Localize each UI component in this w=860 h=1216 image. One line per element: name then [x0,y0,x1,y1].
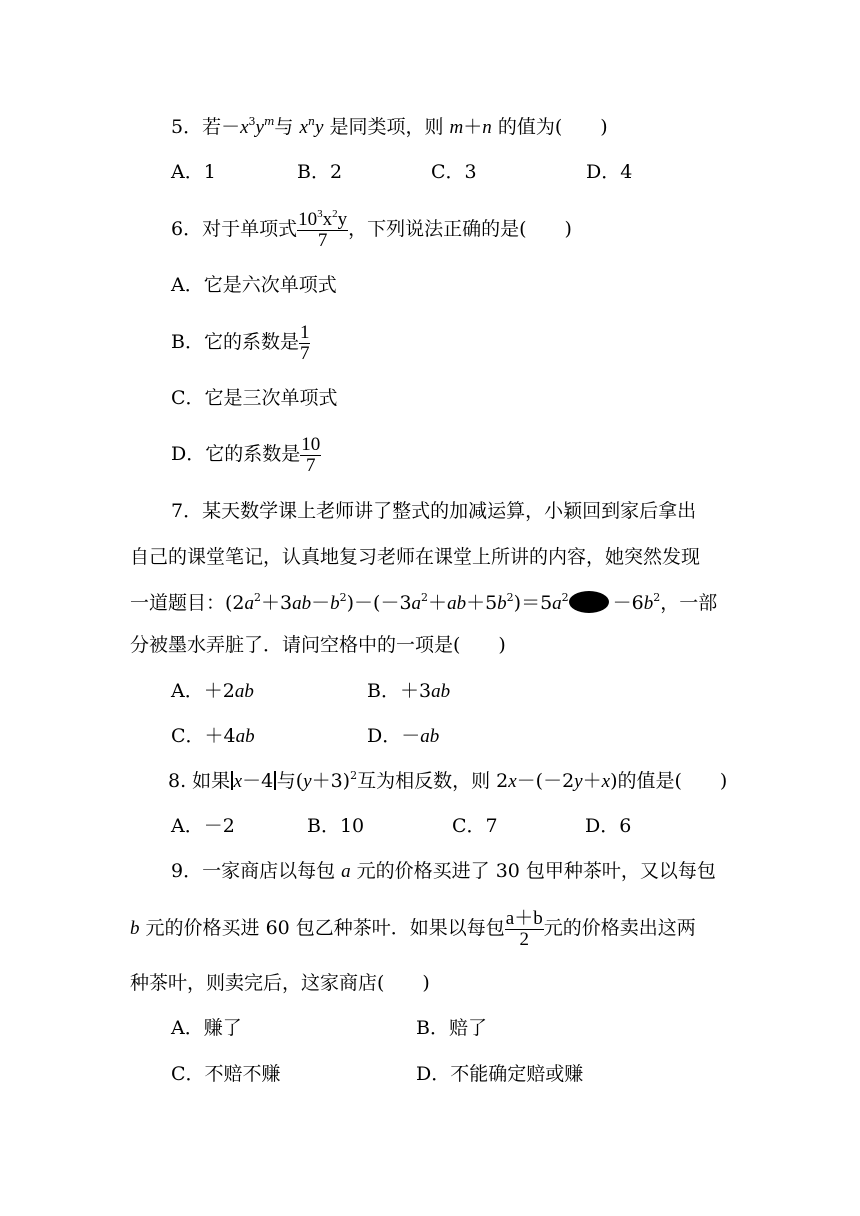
q6-option-b-text: B．它的系数是 [171,331,299,353]
q8-option-a: A．－2 [171,815,235,837]
q5-option-a: A．1 [171,161,216,183]
q6-number: 6． [171,218,203,240]
q7-line-3 [130,591,717,616]
q8-text: ＋ [582,770,602,792]
q8-text: 互为相反数，则 2 [357,770,509,792]
exponent: n [307,115,315,128]
var-x: x [508,771,517,792]
monomial-fraction [297,207,348,251]
q9-option-a: A．赚了 [171,1017,242,1039]
q6-text: ，下列说法正确的是( ) [348,218,572,240]
var-b: b [497,593,507,614]
var-y: y [574,771,583,792]
q7-option-c [171,724,255,749]
q9-text: 元的价格卖出这两 [543,917,696,939]
exponent: 2 [254,591,262,604]
fraction-denominator: 7 [299,342,310,364]
var-ab: ab [420,726,440,747]
var-x: x [240,117,249,138]
exponent: 2 [350,769,358,782]
q7-text: 一道题目：(2 [130,592,245,614]
var-ab: ab [292,593,312,614]
fraction-denominator: 2 [519,928,530,950]
option-text: D．－ [367,725,421,747]
q6-option-d [171,432,321,476]
q9-line-2 [130,903,696,954]
q5-text: ＋ [463,116,483,138]
var-y: y [315,117,324,138]
coefficient: 10 [298,208,318,230]
var-ab: ab [234,681,254,702]
var-n: n [482,117,492,138]
option-text: B．＋3 [367,680,432,702]
q5-option-b: B．2 [297,161,343,183]
coefficient-fraction [299,323,311,364]
q7-text: ＋ [428,592,448,614]
var-ab: ab [431,681,451,702]
exponent: 2 [421,591,429,604]
var-x: x [233,771,243,792]
var-a: a [341,861,351,882]
q7-text: )＝5 [513,592,553,614]
q7-text: ＋5 [466,592,498,614]
q5-text: 的值为( ) [491,116,608,138]
price-fraction [505,909,544,950]
fraction-denominator: 7 [305,454,316,476]
q5-text: 与 [274,116,300,138]
coefficient-fraction [300,435,321,476]
var-a: a [244,593,255,614]
q8-option-b: B．10 [307,815,365,837]
q9-text: 元的价格买进 60 包乙种茶叶．如果以每包 [139,917,505,939]
var-x: x [322,208,333,230]
option-text: C．＋4 [171,725,236,747]
var-a: a [552,593,562,614]
q9-text: 元的价格买进了 30 包甲种茶叶，又以每包 [350,860,716,882]
exponent: 2 [332,207,338,220]
exponent: 3 [248,115,256,128]
question-6 [171,205,572,253]
q8-text: )的值是( ) [610,770,728,792]
q7-option-b [367,679,450,704]
q7-text: ，一部 [660,592,718,614]
q9-option-b: B．赔了 [416,1017,487,1039]
q9-line-1 [171,859,716,884]
q5-option-d: D．4 [586,161,633,183]
q6-option-b [171,320,310,364]
exponent: 3 [317,207,323,220]
question-8 [168,769,727,794]
exponent: 2 [561,591,569,604]
q8-option-d: D．6 [585,815,632,837]
var-y: y [303,771,312,792]
ink-blot [569,591,609,613]
q8-text: －(－2 [516,770,575,792]
option-text: A．＋2 [171,680,235,702]
q8-text: ＋3) [311,770,351,792]
var-y: y [337,208,348,230]
exponent: 2 [339,591,347,604]
q7-line-1: 7．某天数学课上老师讲了整式的加减运算，小颖回到家后拿出 [171,500,697,522]
fraction-numerator: a＋b [505,907,543,929]
q8-text: 与( [276,770,304,792]
q7-option-d [367,724,439,749]
q9-option-d: D．不能确定赔或赚 [416,1063,584,1085]
q9-text: 9．一家商店以每包 [171,860,342,882]
question-5 [171,115,608,140]
var-x: x [601,771,611,792]
q7-text: ＋3 [261,592,293,614]
q8-text: 8. 如果 [168,770,231,792]
var-b: b [330,593,340,614]
q7-text: －6 [612,592,644,614]
q7-line-4: 分被墨水弄脏了．请问空格中的一项是( ) [130,634,506,656]
var-b: b [643,593,654,614]
var-y: y [255,117,264,138]
fraction-numerator: 10 [301,433,321,455]
exponent: m [263,115,275,128]
var-ab: ab [447,593,467,614]
q6-option-d-text: D．它的系数是 [171,443,301,465]
var-m: m [449,117,464,138]
q5-number: 5． [171,116,203,138]
q7-text: )－(－3 [346,592,412,614]
fraction-denominator: 7 [317,229,328,251]
var-a: a [411,593,422,614]
q6-option-a: A．它是六次单项式 [171,274,337,296]
var-ab: ab [235,726,255,747]
absolute-value-bar [231,771,233,790]
q5-option-c: C．3 [431,161,477,183]
var-b: b [130,918,140,939]
q7-option-a [171,679,254,704]
absolute-value-bar [274,771,276,790]
q9-line-3: 种茶叶，则卖完后，这家商店( ) [130,972,430,994]
q5-text: 若－ [202,116,241,138]
q6-option-c: C．它是三次单项式 [171,387,338,409]
q8-option-c: C．7 [452,815,498,837]
var-x: x [299,117,308,138]
q9-option-c: C．不赔不赚 [171,1063,281,1085]
exponent: 2 [653,591,661,604]
exponent: 2 [506,591,514,604]
q5-text: 是同类项，则 [323,116,450,138]
q7-text: － [311,592,331,614]
q7-line-2: 自己的课堂笔记，认真地复习老师在课堂上所讲的内容，她突然发现 [130,546,701,568]
q6-text: 对于单项式 [202,218,298,240]
fraction-numerator: 1 [299,321,310,343]
fraction-numerator [297,207,348,231]
q8-text: －4 [242,770,274,792]
